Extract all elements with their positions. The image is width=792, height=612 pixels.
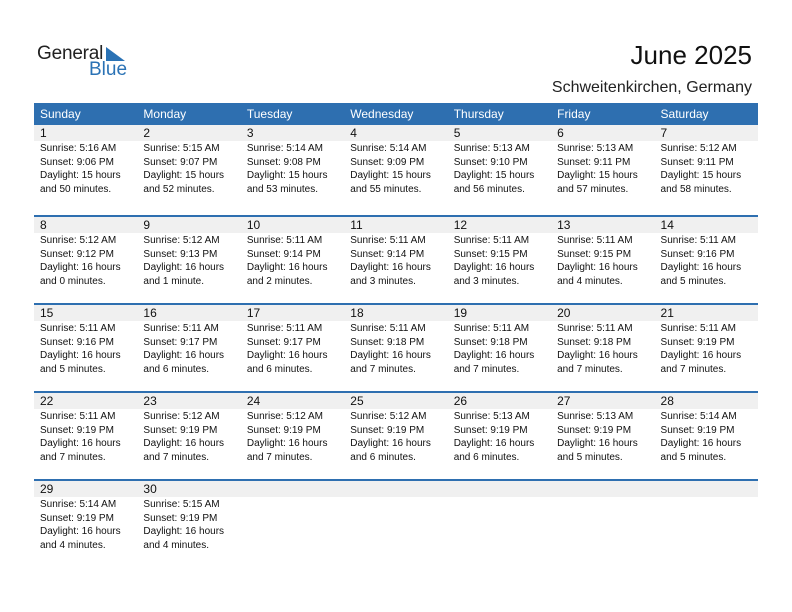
day-cell — [241, 497, 344, 552]
day-number: 13 — [557, 218, 571, 232]
day-number: 16 — [143, 306, 157, 320]
day-number — [655, 481, 758, 497]
sunset-text: Sunset: 9:19 PM — [453, 424, 528, 436]
sunset-text: Sunset: 9:19 PM — [246, 424, 321, 436]
day-cell — [655, 141, 758, 196]
daylight-text: and 4 minutes. — [40, 539, 106, 551]
daylight-text: and 58 minutes. — [660, 183, 732, 195]
daylight-text: and 5 minutes. — [40, 363, 106, 375]
daylight-text: and 56 minutes. — [453, 183, 525, 195]
daylight-text: and 2 minutes. — [246, 275, 313, 287]
sunset-text: Sunset: 9:19 PM — [660, 424, 735, 436]
day-cell — [551, 409, 654, 464]
daylight-text: and 4 minutes. — [143, 539, 210, 551]
sunset-text: Sunset: 9:08 PM — [246, 156, 321, 168]
daylight-text: and 6 minutes. — [246, 363, 313, 375]
daylight-text: and 5 minutes. — [660, 275, 727, 287]
day-number: 25 — [350, 394, 364, 408]
day-number: 28 — [660, 394, 674, 408]
day-number: 14 — [660, 218, 674, 232]
day-cell — [448, 141, 551, 196]
daylight-text: Daylight: 16 hours — [40, 262, 121, 273]
day-number: 22 — [40, 394, 54, 408]
sunset-text: Sunset: 9:18 PM — [557, 336, 632, 348]
day-info-row — [34, 321, 758, 376]
sunrise-text: Sunrise: 5:11 AM — [453, 235, 530, 246]
weekday-header-row — [34, 103, 758, 125]
day-info-row — [34, 141, 758, 196]
sunrise-text: Sunrise: 5:12 AM — [143, 235, 220, 246]
day-cell — [655, 409, 758, 464]
daylight-text: and 6 minutes. — [453, 451, 520, 463]
daylight-text: and 7 minutes. — [143, 451, 210, 463]
sunset-text: Sunset: 9:17 PM — [246, 336, 321, 348]
sunrise-text: Sunrise: 5:11 AM — [40, 323, 116, 334]
day-number: 5 — [453, 126, 461, 140]
sunrise-text: Sunrise: 5:11 AM — [660, 323, 736, 334]
day-number: 2 — [143, 126, 151, 140]
sunrise-text: Sunrise: 5:11 AM — [557, 323, 633, 334]
sunrise-text: Sunrise: 5:11 AM — [557, 235, 633, 246]
daylight-text: Daylight: 15 hours — [453, 170, 535, 181]
daylight-text: Daylight: 16 hours — [143, 438, 225, 449]
day-number-row — [34, 305, 758, 321]
daylight-text: and 5 minutes. — [557, 451, 623, 463]
day-number: 15 — [40, 306, 54, 320]
sunset-text: Sunset: 9:18 PM — [453, 336, 528, 348]
weekday-header-monday: Monday — [143, 107, 187, 121]
day-cell — [137, 141, 240, 196]
sunset-text: Sunset: 9:17 PM — [143, 336, 218, 348]
day-number: 11 — [350, 218, 363, 232]
day-cell — [137, 233, 240, 288]
day-cell — [34, 233, 137, 288]
weekday-header-wednesday: Wednesday — [350, 107, 414, 121]
day-number: 23 — [143, 394, 157, 408]
day-cell — [655, 233, 758, 288]
day-cell — [344, 409, 447, 464]
sunset-text: Sunset: 9:09 PM — [350, 156, 425, 168]
day-cell — [551, 321, 654, 376]
sunrise-text: Sunrise: 5:12 AM — [143, 411, 220, 422]
sunset-text: Sunset: 9:11 PM — [557, 156, 631, 168]
daylight-text: and 1 minute. — [143, 275, 205, 287]
daylight-text: and 4 minutes. — [557, 275, 623, 287]
daylight-text: Daylight: 16 hours — [350, 262, 431, 273]
sunset-text: Sunset: 9:10 PM — [453, 156, 528, 168]
daylight-text: and 7 minutes. — [660, 363, 727, 375]
sunset-text: Sunset: 9:14 PM — [350, 248, 425, 260]
daylight-text: Daylight: 16 hours — [660, 350, 742, 361]
sunrise-text: Sunrise: 5:15 AM — [143, 499, 220, 510]
daylight-text: and 5 minutes. — [660, 451, 727, 463]
day-info-row — [34, 497, 758, 552]
sunset-text: Sunset: 9:18 PM — [350, 336, 425, 348]
day-number: 27 — [557, 394, 571, 408]
weekday-header-friday: Friday — [557, 107, 591, 121]
daylight-text: and 3 minutes. — [453, 275, 520, 287]
day-cell — [34, 497, 137, 552]
day-number: 7 — [660, 126, 668, 140]
week-row — [34, 125, 758, 215]
sunset-text: Sunset: 9:19 PM — [40, 512, 114, 524]
day-cell — [551, 141, 654, 196]
sunset-text: Sunset: 9:12 PM — [40, 248, 114, 260]
sunrise-text: Sunrise: 5:11 AM — [143, 323, 219, 334]
sunrise-text: Sunrise: 5:14 AM — [660, 411, 737, 422]
day-number: 3 — [246, 126, 254, 140]
daylight-text: Daylight: 16 hours — [143, 526, 225, 537]
daylight-text: and 52 minutes. — [143, 183, 215, 195]
sunrise-text: Sunrise: 5:12 AM — [246, 411, 323, 422]
day-cell — [344, 321, 447, 376]
daylight-text: Daylight: 16 hours — [246, 350, 328, 361]
week-row — [34, 479, 758, 567]
sunrise-text: Sunrise: 5:15 AM — [143, 143, 220, 154]
sunset-text: Sunset: 9:07 PM — [143, 156, 218, 168]
day-cell — [448, 233, 551, 288]
sunset-text: Sunset: 9:14 PM — [246, 248, 321, 260]
sunset-text: Sunset: 9:13 PM — [143, 248, 218, 260]
sunset-text: Sunset: 9:15 PM — [453, 248, 528, 260]
daylight-text: and 50 minutes. — [40, 183, 112, 195]
sunset-text: Sunset: 9:11 PM — [660, 156, 734, 168]
sunrise-text: Sunrise: 5:11 AM — [246, 323, 323, 334]
day-number: 10 — [246, 218, 261, 232]
weekday-header-tuesday: Tuesday — [246, 107, 293, 121]
daylight-text: and 7 minutes. — [40, 451, 106, 463]
sunrise-text: Sunrise: 5:14 AM — [40, 499, 117, 510]
daylight-text: and 6 minutes. — [143, 363, 210, 375]
daylight-text: Daylight: 15 hours — [557, 170, 638, 181]
day-cell — [137, 497, 240, 552]
daylight-text: Daylight: 16 hours — [246, 438, 328, 449]
daylight-text: Daylight: 15 hours — [350, 170, 431, 181]
day-cell — [448, 321, 551, 376]
daylight-text: Daylight: 15 hours — [40, 170, 121, 181]
day-number — [241, 481, 344, 497]
calendar-grid — [34, 103, 758, 567]
day-cell — [551, 497, 654, 552]
day-number: 24 — [246, 394, 261, 408]
day-cell — [241, 321, 344, 376]
sunrise-text: Sunrise: 5:11 AM — [246, 235, 323, 246]
day-number-row — [34, 481, 758, 497]
day-cell — [241, 141, 344, 196]
brand-logo — [37, 43, 137, 83]
daylight-text: Daylight: 16 hours — [453, 438, 535, 449]
sunset-text: Sunset: 9:19 PM — [40, 424, 114, 436]
day-cell — [137, 409, 240, 464]
sunrise-text: Sunrise: 5:11 AM — [40, 411, 116, 422]
sunrise-text: Sunrise: 5:12 AM — [660, 143, 737, 154]
daylight-text: Daylight: 16 hours — [660, 438, 742, 449]
day-cell — [655, 497, 758, 552]
daylight-text: and 7 minutes. — [246, 451, 313, 463]
daylight-text: Daylight: 16 hours — [350, 438, 431, 449]
sunrise-text: Sunrise: 5:13 AM — [453, 143, 530, 154]
sunrise-text: Sunrise: 5:11 AM — [453, 323, 530, 334]
day-cell — [137, 321, 240, 376]
day-number: 30 — [143, 482, 157, 496]
daylight-text: Daylight: 16 hours — [557, 438, 638, 449]
day-number: 20 — [557, 306, 571, 320]
daylight-text: and 0 minutes. — [40, 275, 106, 287]
day-cell — [241, 409, 344, 464]
sunset-text: Sunset: 9:19 PM — [143, 512, 218, 524]
sunrise-text: Sunrise: 5:14 AM — [350, 143, 427, 154]
day-number-row — [34, 125, 758, 141]
day-number: 6 — [557, 126, 564, 140]
day-number: 17 — [246, 306, 261, 320]
day-cell — [344, 497, 447, 552]
week-row — [34, 215, 758, 303]
daylight-text: and 53 minutes. — [246, 183, 319, 195]
day-cell — [448, 409, 551, 464]
daylight-text: Daylight: 16 hours — [143, 350, 225, 361]
sunset-text: Sunset: 9:16 PM — [40, 336, 114, 348]
day-cell — [551, 233, 654, 288]
daylight-text: and 3 minutes. — [350, 275, 416, 287]
day-cell — [655, 321, 758, 376]
sunset-text: Sunset: 9:19 PM — [143, 424, 218, 436]
sunrise-text: Sunrise: 5:13 AM — [557, 143, 634, 154]
daylight-text: Daylight: 16 hours — [453, 262, 535, 273]
daylight-text: Daylight: 15 hours — [143, 170, 225, 181]
day-number: 4 — [350, 126, 357, 140]
day-cell — [241, 233, 344, 288]
day-cell — [448, 497, 551, 552]
daylight-text: Daylight: 16 hours — [557, 262, 638, 273]
sunrise-text: Sunrise: 5:12 AM — [350, 411, 427, 422]
day-cell — [344, 141, 447, 196]
daylight-text: Daylight: 16 hours — [246, 262, 328, 273]
sunrise-text: Sunrise: 5:11 AM — [660, 235, 736, 246]
daylight-text: and 7 minutes. — [453, 363, 520, 375]
day-number-row — [34, 217, 758, 233]
day-number: 8 — [40, 218, 47, 232]
logo-text-general: General — [37, 43, 104, 64]
daylight-text: and 6 minutes. — [350, 451, 416, 463]
sunrise-text: Sunrise: 5:16 AM — [40, 143, 117, 154]
sunset-text: Sunset: 9:06 PM — [40, 156, 114, 168]
day-number: 9 — [143, 218, 151, 232]
weekday-header-saturday: Saturday — [660, 107, 709, 121]
sunset-text: Sunset: 9:19 PM — [660, 336, 735, 348]
daylight-text: Daylight: 16 hours — [557, 350, 638, 361]
daylight-text: Daylight: 16 hours — [40, 438, 121, 449]
daylight-text: Daylight: 16 hours — [40, 526, 121, 537]
day-cell — [34, 141, 137, 196]
daylight-text: and 55 minutes. — [350, 183, 422, 195]
page-title: June 2025 — [630, 40, 752, 70]
day-number: 18 — [350, 306, 364, 320]
day-number — [448, 481, 551, 497]
sunrise-text: Sunrise: 5:13 AM — [557, 411, 634, 422]
day-number: 21 — [660, 306, 674, 320]
sunrise-text: Sunrise: 5:11 AM — [350, 323, 426, 334]
daylight-text: and 7 minutes. — [557, 363, 623, 375]
day-number-row — [34, 393, 758, 409]
daylight-text: Daylight: 16 hours — [350, 350, 431, 361]
weekday-header-thursday: Thursday — [453, 107, 504, 121]
sunrise-text: Sunrise: 5:14 AM — [246, 143, 323, 154]
day-number: 26 — [453, 394, 468, 408]
daylight-text: and 7 minutes. — [350, 363, 416, 375]
day-number — [551, 481, 654, 497]
sunset-text: Sunset: 9:15 PM — [557, 248, 632, 260]
sunset-text: Sunset: 9:16 PM — [660, 248, 735, 260]
sunset-text: Sunset: 9:19 PM — [350, 424, 425, 436]
sunrise-text: Sunrise: 5:11 AM — [350, 235, 426, 246]
daylight-text: Daylight: 16 hours — [453, 350, 535, 361]
day-number: 1 — [40, 126, 47, 140]
week-row — [34, 391, 758, 479]
day-cell — [344, 233, 447, 288]
day-number: 19 — [453, 306, 468, 320]
week-row — [34, 303, 758, 391]
daylight-text: Daylight: 15 hours — [246, 170, 328, 181]
day-cell — [34, 321, 137, 376]
day-info-row — [34, 409, 758, 464]
daylight-text: Daylight: 15 hours — [660, 170, 742, 181]
daylight-text: Daylight: 16 hours — [40, 350, 121, 361]
location-label: Schweitenkirchen, Germany — [551, 79, 752, 96]
day-number: 29 — [40, 482, 54, 496]
logo-text-blue: Blue — [89, 59, 128, 80]
sunrise-text: Sunrise: 5:13 AM — [453, 411, 530, 422]
daylight-text: Daylight: 16 hours — [143, 262, 225, 273]
day-number: 12 — [453, 218, 468, 232]
day-info-row — [34, 233, 758, 288]
sunrise-text: Sunrise: 5:12 AM — [40, 235, 117, 246]
day-cell — [34, 409, 137, 464]
daylight-text: and 57 minutes. — [557, 183, 629, 195]
weeks-container — [34, 125, 758, 567]
daylight-text: Daylight: 16 hours — [660, 262, 742, 273]
sunset-text: Sunset: 9:19 PM — [557, 424, 632, 436]
weekday-header-sunday: Sunday — [40, 107, 81, 121]
day-number — [344, 481, 447, 497]
